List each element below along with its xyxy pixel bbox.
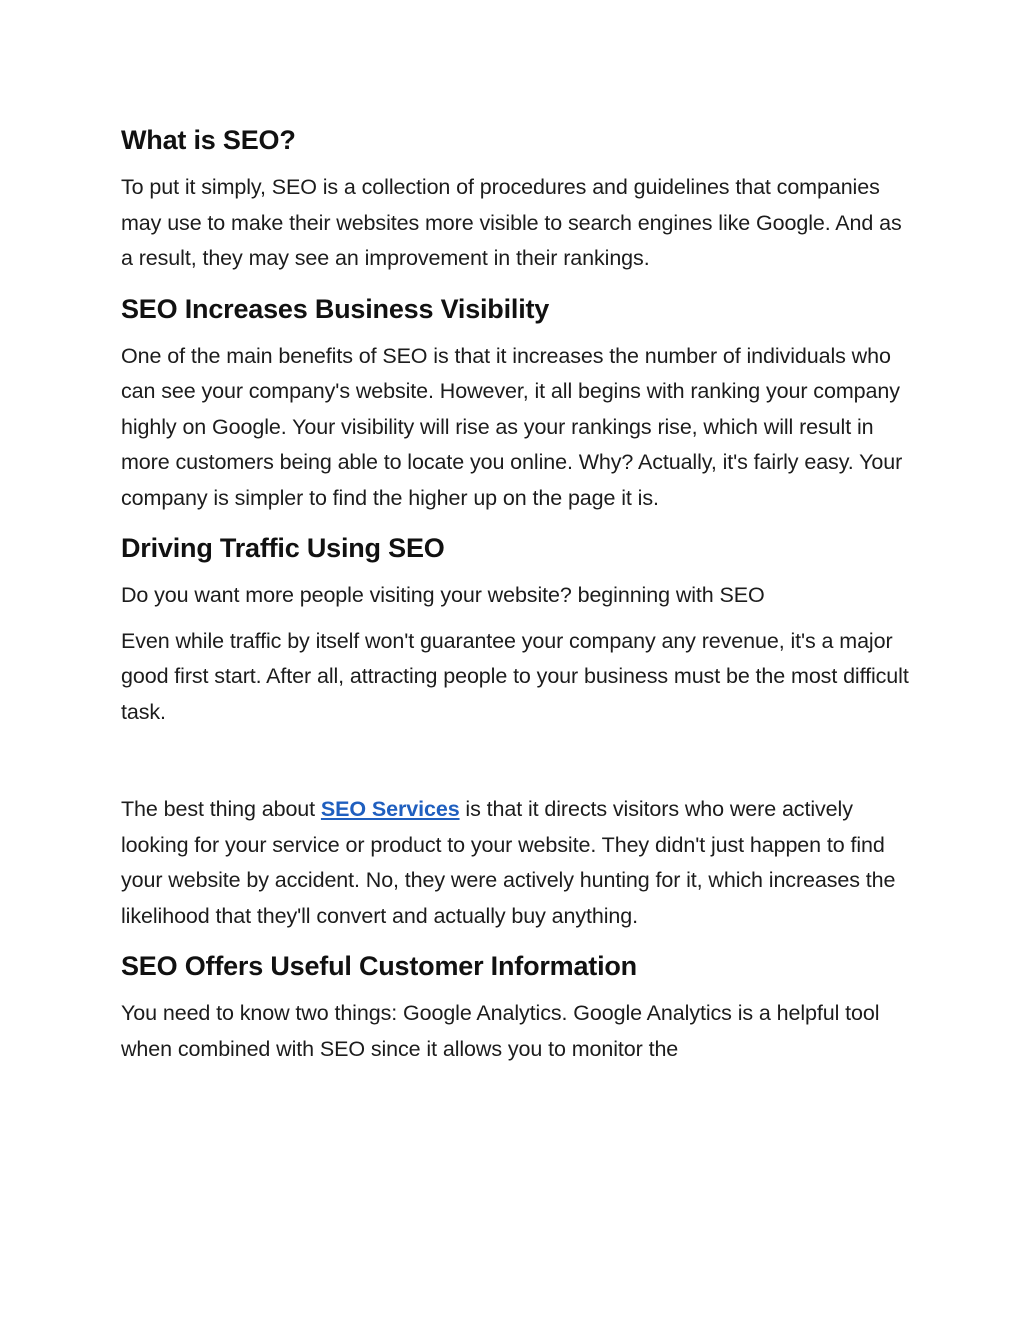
section-driving-traffic [121,530,911,934]
paragraph-traffic-revenue: Even while traffic by itself won't guarantee your company any revenue, it's a major good first start. After all, attracting people to your business must be the most difficult task. [121,628,909,724]
section-what-is-seo [121,122,911,277]
seo-services-text-before: The best thing about [121,797,321,821]
heading-customer-information: SEO Offers Useful Customer Information [121,951,637,981]
paragraph-visibility-benefits: One of the main benefits of SEO is that it increases the number of individuals who can see your company's website. However, it all begins with ranking your company highly on Google. Your visibility will rise as your rankings rise, which will result in more customers being able to locate you online. Why? Actually, it's fairly easy. Your company is simpler to find the higher up on the page it is. [121,343,903,510]
heading-what-is-seo: What is SEO? [121,125,296,155]
document-page [121,122,911,1081]
seo-services-text-after: is that it directs visitors who were actively looking for your service or product to your website. They didn't just happen to find your website by accident. No, they were actively hunting for it, which increases the likelihood that they'll convert and actually buy anything. [121,797,896,928]
seo-services-link[interactable]: SEO Services [320,797,460,821]
section-business-visibility [121,291,911,517]
heading-driving-traffic: Driving Traffic Using SEO [121,533,445,563]
heading-business-visibility: SEO Increases Business Visibility [121,293,550,324]
blank-line [121,744,911,792]
paragraph-google-analytics: You need to know two things: Google Analytics. Google Analytics is a helpful tool when combined with SEO since it allows you to monitor the [121,1001,880,1061]
section-customer-information [121,948,911,1067]
paragraph-seo-definition: To put it simply, SEO is a collection of procedures and guidelines that companies may use to make their websites more visible to search engines like Google. And as a result, they may see an improvement in their rankings. [121,175,902,270]
paragraph-seo-services [121,792,911,934]
paragraph-traffic-question: Do you want more people visiting your website? beginning with SEO [121,583,765,607]
